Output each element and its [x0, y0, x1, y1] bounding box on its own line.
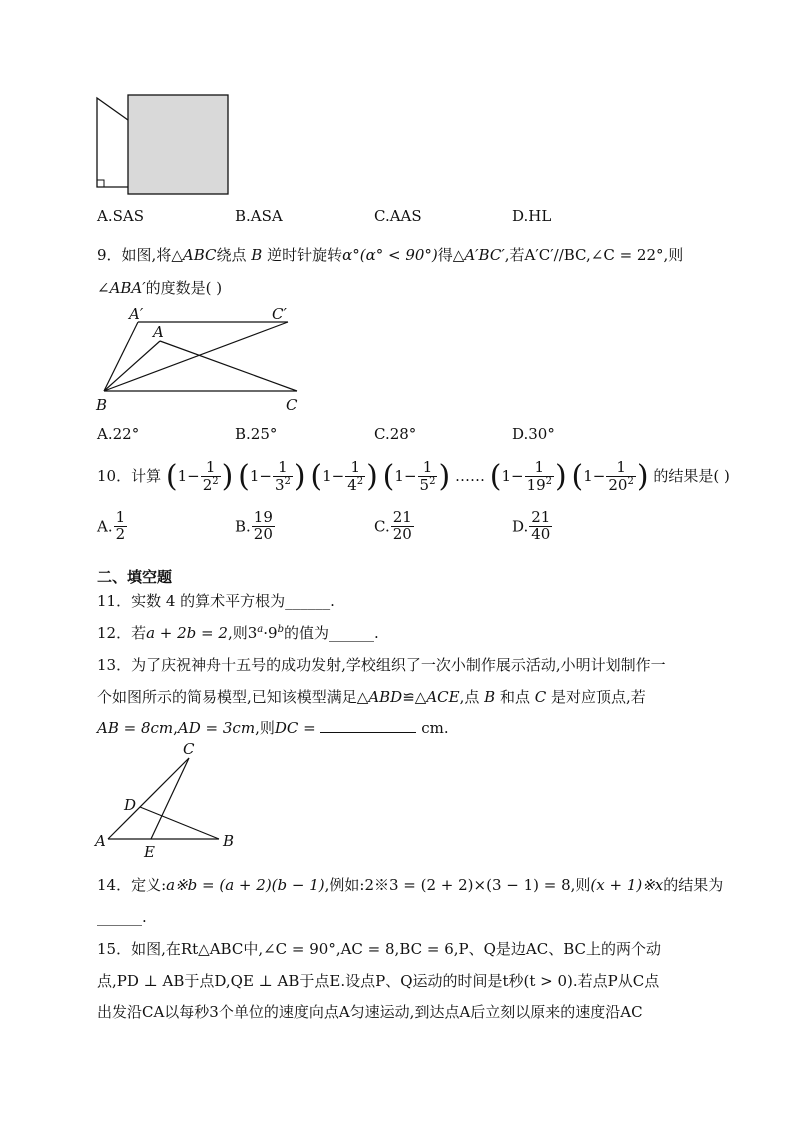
- q9-point-b: B: [251, 246, 263, 264]
- q10-number: 10．计算: [97, 467, 162, 485]
- q10-tail: 的结果是( ): [653, 467, 730, 485]
- q9-seg-ac: [160, 341, 297, 391]
- q9-option-a[interactable]: A.22°: [97, 425, 140, 443]
- q10-frac-19: $\frac{1}{19^2}$: [526, 458, 553, 494]
- q9-cond: ,若A′C′//BC,∠C = 22°,则: [504, 246, 684, 264]
- q9-ask: 的度数是( ): [145, 279, 223, 297]
- q9-seg-ba: [104, 341, 160, 391]
- q9-seg-bc1: [104, 322, 288, 391]
- q13-seg-db: [140, 807, 219, 839]
- q8-square: [128, 95, 228, 194]
- q10-frac-3: $\frac{1}{3^2}$: [274, 458, 291, 494]
- q9-angle: α°(α° < 90°): [342, 246, 438, 264]
- q13-line2: 个如图所示的简易模型,已知该模型满足△ABD≌△ACE,点 B 和点 C 是对应顶点,若: [97, 688, 646, 706]
- q9-option-b[interactable]: B.25°: [235, 425, 278, 443]
- q11: 11．实数 4 的算术平方根为______.: [97, 592, 335, 610]
- q9-text4: 得△: [437, 246, 465, 264]
- q9-text: 如图,将△: [121, 246, 183, 264]
- q10-frac-20: $\frac{1}{20^2}$: [608, 458, 634, 494]
- q10-frac-2: $\frac{1}{2^2}$: [202, 458, 219, 494]
- q13-label-c: C: [183, 740, 195, 758]
- q12-equation: a + 2b = 2: [146, 624, 228, 642]
- q9-tri2: A′BC′: [464, 246, 505, 264]
- q10-option-b[interactable]: B. $\frac{19}{20}$: [235, 508, 273, 543]
- section-title: 二、填空题: [97, 568, 173, 586]
- q10-option-d[interactable]: D. $\frac{21}{40}$: [512, 508, 551, 543]
- q9-text2: 绕点: [216, 246, 247, 264]
- q9-text3: 逆时针旋转: [267, 246, 343, 264]
- q9-line1: [97, 244, 683, 265]
- q14-line2: ______.: [97, 908, 147, 926]
- q9-label-c1: C′: [272, 305, 287, 323]
- q8-right-angle-mark: [97, 180, 104, 187]
- q13-seg-ac: [108, 758, 189, 839]
- q10-option-a[interactable]: A. $\frac{1}{2}$: [97, 508, 126, 543]
- q8-option-a[interactable]: A.SAS: [97, 207, 144, 225]
- q9-label-a1: A′: [129, 305, 144, 323]
- q10-dots: ……: [454, 467, 485, 485]
- q10-frac-4: $\frac{1}{4^2}$: [347, 458, 364, 494]
- q13-figure: [88, 735, 248, 860]
- q15-line3: 出发沿CA以每秒3个单位的速度向点A匀速运动,到达点A后立刻以原来的速度沿AC: [97, 1003, 643, 1021]
- q13-answer-blank[interactable]: [320, 718, 416, 733]
- q8-figure: [92, 92, 237, 197]
- q10-option-c[interactable]: C. $\frac{21}{20}$: [374, 508, 412, 543]
- q9-line2: [97, 277, 222, 298]
- q9-label-a: A: [153, 323, 164, 341]
- q15-line1: 15．如图,在Rt△ABC中,∠C = 90°,AC = 8,BC = 6,P、Q是边AC、BC上的两个动: [97, 940, 661, 958]
- q13-seg-ec: [151, 758, 189, 839]
- q8-option-d[interactable]: D.HL: [512, 207, 552, 225]
- q9-label-b: B: [96, 396, 108, 414]
- q9-label-c: C: [286, 396, 298, 414]
- q9-option-d[interactable]: D.30°: [512, 425, 555, 443]
- q13-label-b: B: [223, 832, 235, 850]
- q9-option-c[interactable]: C.28°: [374, 425, 417, 443]
- q13-label-e: E: [144, 843, 155, 860]
- q9-number: 9．: [97, 246, 122, 264]
- q13-line1: 13．为了庆祝神舟十五号的成功发射,学校组织了一次小制作展示活动,小明计划制作一: [97, 656, 666, 674]
- q14-line1: 14．定义:a※b = (a + 2)(b − 1),例如:2※3 = (2 + 2)×(3 − 1) = 8,则(x + 1)※x的结果为: [97, 876, 724, 894]
- q13-label-d: D: [124, 796, 137, 814]
- q9-angle-aba: ∠ABA′: [97, 279, 146, 297]
- q9-tri1: ABC: [182, 246, 217, 264]
- q15-line2: 点,PD ⊥ AB于点D,QE ⊥ AB于点E.设点P、Q运动的时间是t秒(t > 0).若点P从C点: [97, 972, 660, 990]
- q8-triangle: [97, 98, 128, 187]
- q13-label-a: A: [95, 832, 106, 850]
- q12: 12．若a + 2b = 2,则$3^a\cdot 9^b$的值为______.: [97, 624, 379, 642]
- q10-frac-5: $\frac{1}{5^2}$: [419, 458, 436, 494]
- q9-figure: [90, 300, 320, 418]
- q10-line: 10．计算 (1− $\frac{1}{2^2}$ ) (1− $\frac{1}{3^2}$ ) (1− $\frac{1}{4^2}$ ) (1− $\frac{1}{5^2}$ ) …… (1− $\frac{1}{19^2}$ ) (1− $\frac{1}{20^2}$ ) 的结果是( ): [97, 458, 730, 494]
- q13-line3: AB = 8cm,AD = 3cm,则DC = cm.: [97, 719, 449, 737]
- q8-option-c[interactable]: C.AAS: [374, 207, 422, 225]
- q8-option-b[interactable]: B.ASA: [235, 207, 283, 225]
